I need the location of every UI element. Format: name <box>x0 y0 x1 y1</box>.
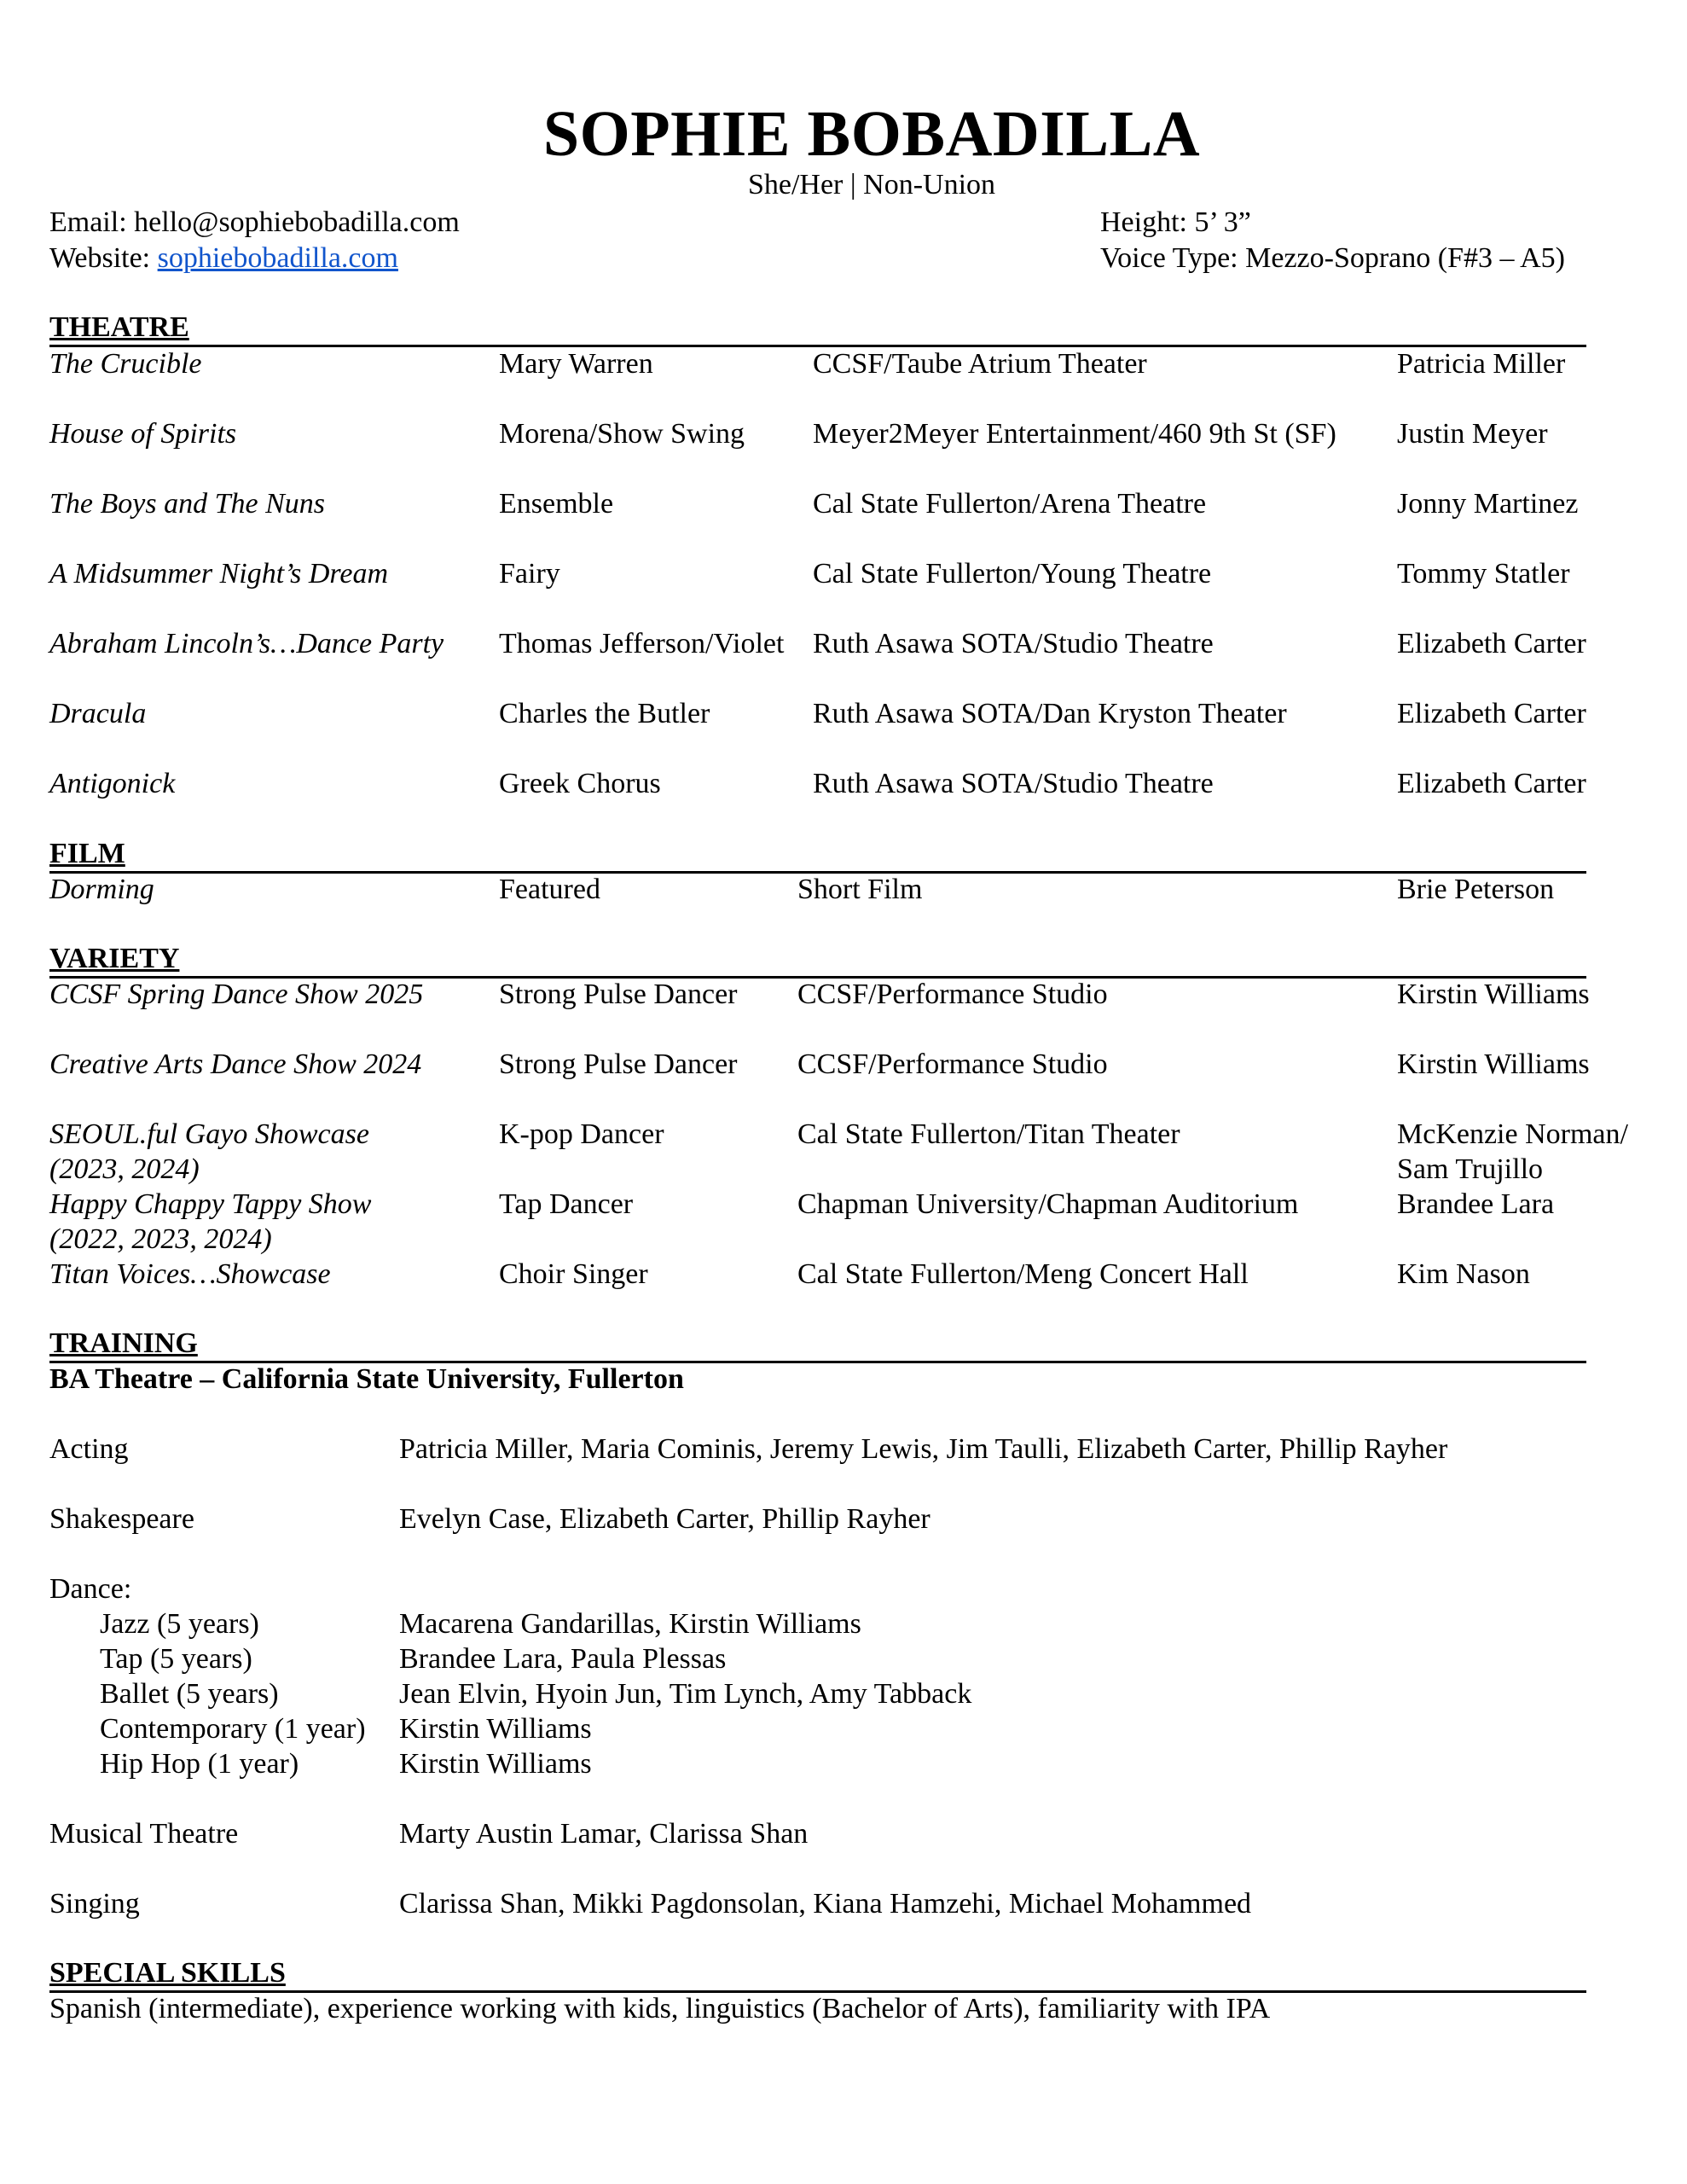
dance-teachers: Macarena Gandarillas, Kirstin Williams <box>399 1608 861 1640</box>
degree: BA Theatre – California State University, Fullerton <box>49 1363 684 1395</box>
credit-director: Elizabeth Carter <box>1397 628 1586 659</box>
credit-venue: CCSF/Performance Studio <box>797 979 1108 1010</box>
variety-heading: VARIETY <box>49 944 1586 979</box>
credit-venue: Ruth Asawa SOTA/Studio Theatre <box>813 768 1214 799</box>
website-line <box>49 244 398 273</box>
credit-role: Greek Chorus <box>499 768 661 799</box>
credit-title: The Boys and The Nuns <box>49 488 325 520</box>
training-teachers-singing: Clarissa Shan, Mikki Pagdonsolan, Kiana Hamzehi, Michael Mohammed <box>399 1888 1252 1920</box>
special-skills-heading: SPECIAL SKILLS <box>49 1959 1586 1993</box>
credit-director: Brandee Lara <box>1397 1188 1555 1220</box>
credit-role: Morena/Show Swing <box>499 418 745 450</box>
credit-title: Happy Chappy Tappy Show <box>49 1188 372 1220</box>
training-teachers-acting: Patricia Miller, Maria Cominis, Jeremy Lewis, Jim Taulli, Elizabeth Carter, Phillip Rayher <box>399 1433 1448 1465</box>
credit-role: Thomas Jefferson/Violet <box>499 628 785 659</box>
credit-title: Abraham Lincoln’s…Dance Party <box>49 628 444 659</box>
credit-role: Ensemble <box>499 488 614 520</box>
resume-name: SOPHIE BOBADILLA <box>542 98 1201 170</box>
film-heading: FILM <box>49 839 1586 874</box>
credit-role: K-pop Dancer <box>499 1118 664 1150</box>
credit-title-years: (2023, 2024) <box>49 1153 200 1185</box>
credit-director: Elizabeth Carter <box>1397 768 1586 799</box>
voice-type-info: Voice Type: Mezzo-Soprano (F#3 – A5) <box>1100 242 1565 274</box>
credit-title: CCSF Spring Dance Show 2025 <box>49 979 424 1010</box>
credit-title: The Crucible <box>49 348 202 380</box>
credit-venue: CCSF/Performance Studio <box>797 1048 1108 1080</box>
theatre-heading: THEATRE <box>49 313 1586 347</box>
credit-director: McKenzie Norman/ <box>1397 1118 1628 1150</box>
credit-title: Antigonick <box>49 768 176 799</box>
credit-venue: Cal State Fullerton/Arena Theatre <box>813 488 1207 520</box>
credit-role: Choir Singer <box>499 1258 648 1290</box>
credit-venue: Ruth Asawa SOTA/Dan Kryston Theater <box>813 698 1287 729</box>
credit-role: Charles the Butler <box>499 698 710 729</box>
credit-director: Kirstin Williams <box>1397 979 1590 1010</box>
credit-venue: Ruth Asawa SOTA/Studio Theatre <box>813 628 1214 659</box>
training-label-musical-theatre: Musical Theatre <box>49 1818 239 1850</box>
credit-title-years: (2022, 2023, 2024) <box>49 1223 272 1255</box>
dance-teachers: Kirstin Williams <box>399 1713 592 1745</box>
email-address[interactable]: hello@sophiebobadilla.com <box>134 206 460 238</box>
dance-style: Ballet (5 years) <box>100 1678 279 1710</box>
credit-venue: Cal State Fullerton/Young Theatre <box>813 558 1212 590</box>
credit-title: Dracula <box>49 698 147 729</box>
training-label-dance: Dance: <box>49 1573 132 1605</box>
credit-role: Featured <box>499 874 600 905</box>
credit-venue: Cal State Fullerton/Titan Theater <box>797 1118 1180 1150</box>
credit-role: Tap Dancer <box>499 1188 634 1220</box>
credit-director: Jonny Martinez <box>1397 488 1579 520</box>
credit-director-2: Sam Trujillo <box>1397 1153 1544 1185</box>
credit-title: House of Spirits <box>49 418 237 450</box>
credit-title: Dorming <box>49 874 154 905</box>
credit-title: A Midsummer Night’s Dream <box>49 558 388 590</box>
email-line <box>49 208 460 237</box>
dance-teachers: Brandee Lara, Paula Plessas <box>399 1643 727 1675</box>
training-label-singing: Singing <box>49 1888 140 1920</box>
credit-venue: Meyer2Meyer Entertainment/460 9th St (SF) <box>813 418 1336 450</box>
credit-role: Fairy <box>499 558 560 590</box>
credit-director: Elizabeth Carter <box>1397 698 1586 729</box>
email-label: Email: <box>49 206 127 238</box>
website-link[interactable]: sophiebobadilla.com <box>157 242 398 274</box>
credit-role: Strong Pulse Dancer <box>499 979 738 1010</box>
credit-title: SEOUL.ful Gayo Showcase <box>49 1118 369 1150</box>
height-info: Height: 5’ 3” <box>1100 206 1251 238</box>
dance-style: Hip Hop (1 year) <box>100 1748 299 1780</box>
credit-director: Justin Meyer <box>1397 418 1548 450</box>
pronouns-union: She/Her | Non-Union <box>747 169 996 200</box>
dance-style: Jazz (5 years) <box>100 1608 259 1640</box>
credit-title: Creative Arts Dance Show 2024 <box>49 1048 422 1080</box>
special-skills-text: Spanish (intermediate), experience working with kids, linguistics (Bachelor of Arts), familiarity with IPA <box>49 1993 1271 2024</box>
credit-role: Strong Pulse Dancer <box>499 1048 738 1080</box>
dance-teachers: Jean Elvin, Hyoin Jun, Tim Lynch, Amy Tabback <box>399 1678 972 1710</box>
dance-style: Tap (5 years) <box>100 1643 252 1675</box>
credit-director: Tommy Statler <box>1397 558 1570 590</box>
training-label-acting: Acting <box>49 1433 129 1465</box>
credit-venue: CCSF/Taube Atrium Theater <box>813 348 1147 380</box>
credit-director: Brie Peterson <box>1397 874 1555 905</box>
training-teachers-shakespeare: Evelyn Case, Elizabeth Carter, Phillip Rayher <box>399 1503 930 1535</box>
credit-venue: Short Film <box>797 874 923 905</box>
training-teachers-musical-theatre: Marty Austin Lamar, Clarissa Shan <box>399 1818 809 1850</box>
dance-style: Contemporary (1 year) <box>100 1713 366 1745</box>
dance-teachers: Kirstin Williams <box>399 1748 592 1780</box>
credit-director: Kim Nason <box>1397 1258 1530 1290</box>
credit-venue: Chapman University/Chapman Auditorium <box>797 1188 1299 1220</box>
credit-director: Patricia Miller <box>1397 348 1566 380</box>
training-label-shakespeare: Shakespeare <box>49 1503 194 1535</box>
website-label: Website: <box>49 242 151 274</box>
training-heading: TRAINING <box>49 1329 1586 1363</box>
credit-title: Titan Voices…Showcase <box>49 1258 331 1290</box>
credit-role: Mary Warren <box>499 348 653 380</box>
credit-venue: Cal State Fullerton/Meng Concert Hall <box>797 1258 1249 1290</box>
credit-director: Kirstin Williams <box>1397 1048 1590 1080</box>
